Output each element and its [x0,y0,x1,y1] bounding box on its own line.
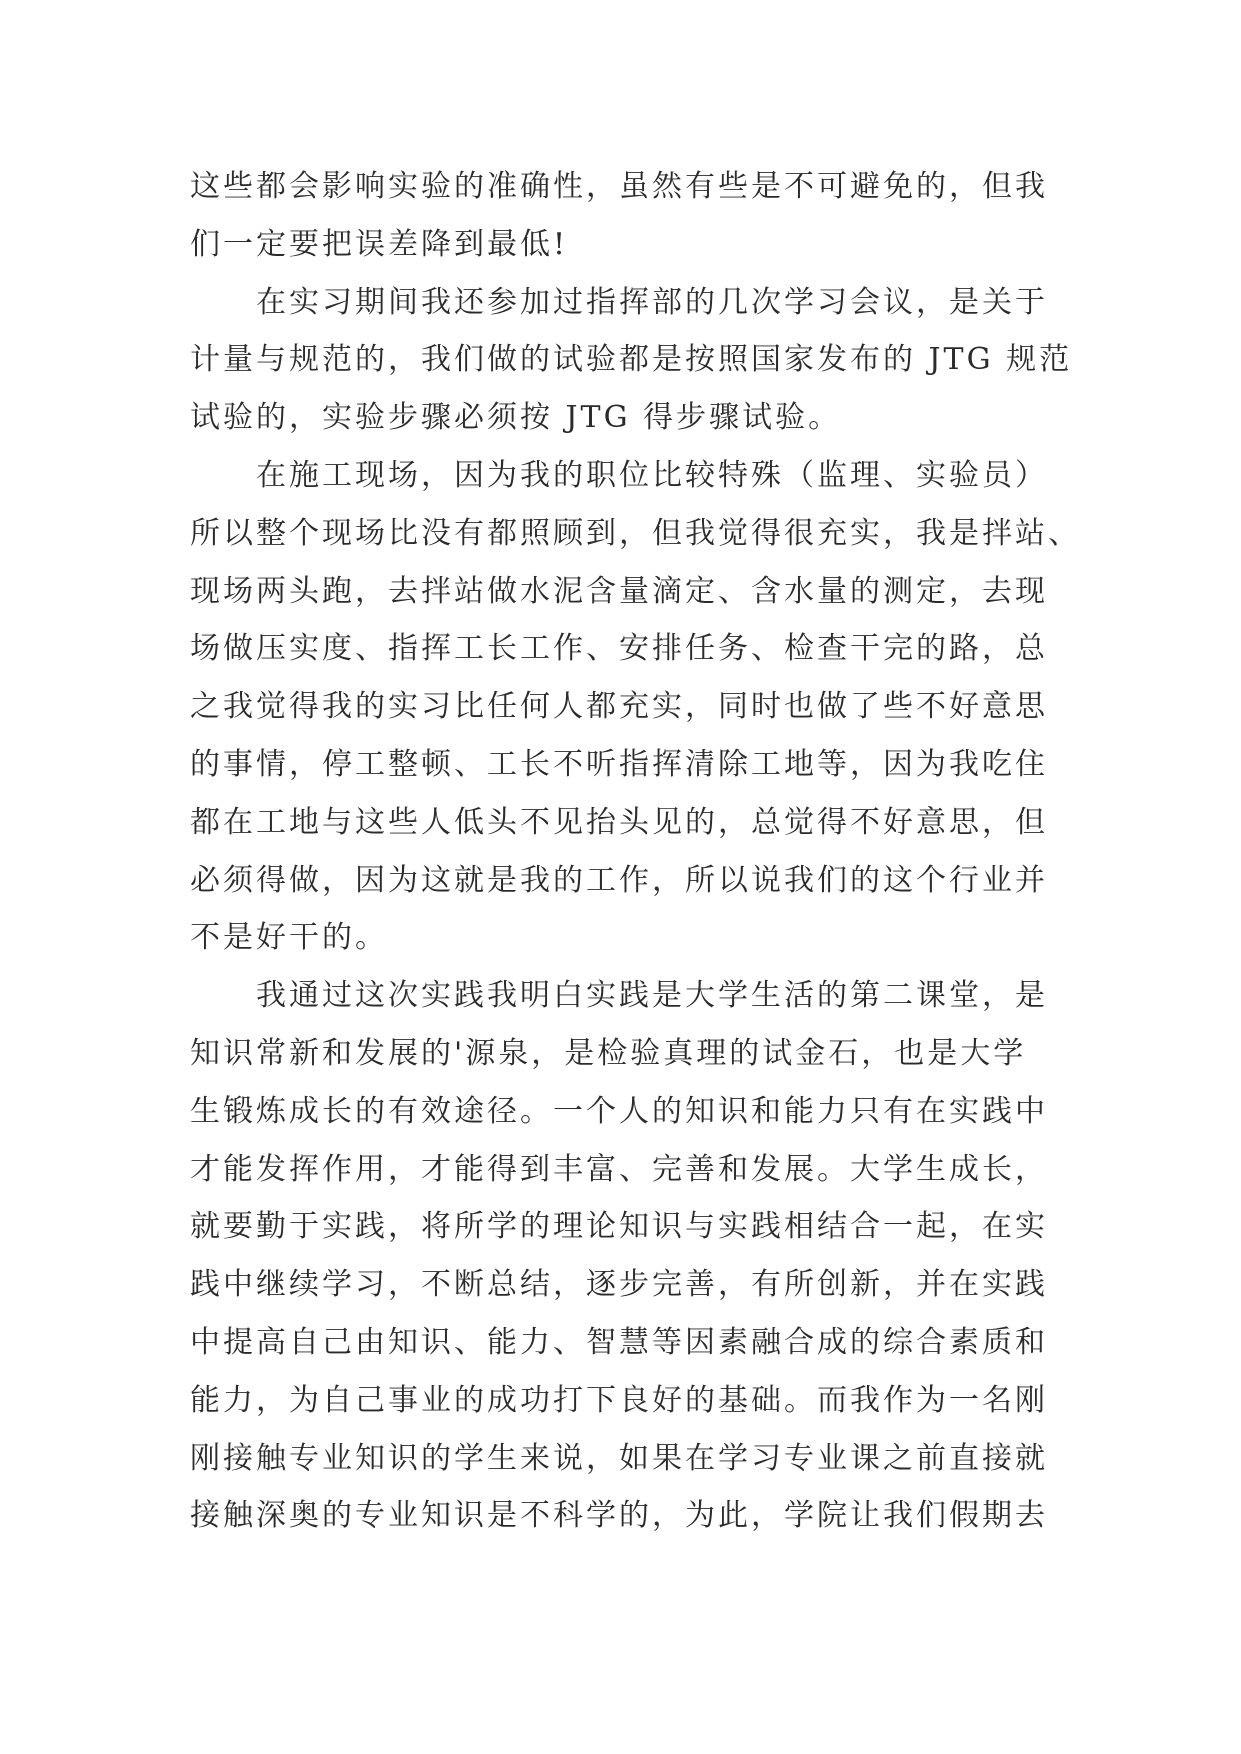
text-line: 生锻炼成长的有效途径。一个人的知识和能力只有在实践中 [190,1093,1048,1129]
text-line: 接触深奥的专业知识是不科学的，为此，学院让我们假期去 [190,1498,1048,1534]
text-line: 中提高自己由知识、能力、智慧等因素融合成的综合素质和 [190,1324,1048,1360]
text-line: 们一定要把误差降到最低! [190,226,569,262]
text-line: 才能发挥作用，才能得到丰富、完善和发展。大学生成长， [190,1151,1048,1187]
text-line: 计量与规范的，我们做的试验都是按照国家发布的 JTG 规范 [190,342,1073,378]
text-line: 不是好干的。 [190,920,388,956]
text-line: 场做压实度、指挥工长工作、安排任务、检查干完的路，总 [190,631,1048,667]
paragraph-3 [190,447,1081,967]
text-line: 能力，为自己事业的成功打下良好的基础。而我作为一名刚 [190,1382,1048,1418]
text-line: 我通过这次实践我明白实践是大学生活的第二课堂，是 [256,978,1048,1014]
text-line: 刚接触专业知识的学生来说，如果在学习专业课之前直接就 [190,1440,1048,1476]
text-line: 知识常新和发展的'源泉，是检验真理的试金石，也是大学 [190,1035,1027,1071]
paragraph-1 [190,158,1060,274]
text-line: 现场两头跑，去拌站做水泥含量滴定、含水量的测定，去现 [190,573,1048,609]
text-line: 就要勤于实践，将所学的理论知识与实践相结合一起，在实 [190,1209,1048,1245]
paragraph-4 [190,967,1060,1545]
document-body [190,158,1081,1545]
text-line: 试验的，实验步骤必须按 JTG 得步骤试验。 [190,400,842,436]
text-line: 在实习期间我还参加过指挥部的几次学习会议，是关于 [256,284,1048,320]
text-line: 之我觉得我的实习比任何人都充实，同时也做了些不好意思 [190,689,1048,725]
text-line: 所以整个现场比没有都照顾到，但我觉得很充实，我是拌站、 [190,515,1081,551]
text-line: 这些都会影响实验的准确性，虽然有些是不可避免的，但我 [190,169,1048,204]
text-line: 践中继续学习，不断总结，逐步完善，有所创新，并在实践 [190,1267,1048,1303]
text-line: 在施工现场，因为我的职位比较特殊（监理、实验员） [256,457,1048,493]
text-line: 必须得做，因为这就是我的工作，所以说我们的这个行业并 [190,862,1048,898]
text-line: 都在工地与这些人低头不见抬头见的，总觉得不好意思，但 [190,804,1048,840]
text-line: 的事情，停工整顿、工长不听指挥清除工地等，因为我吃住 [190,746,1048,782]
paragraph-2 [190,274,1073,447]
